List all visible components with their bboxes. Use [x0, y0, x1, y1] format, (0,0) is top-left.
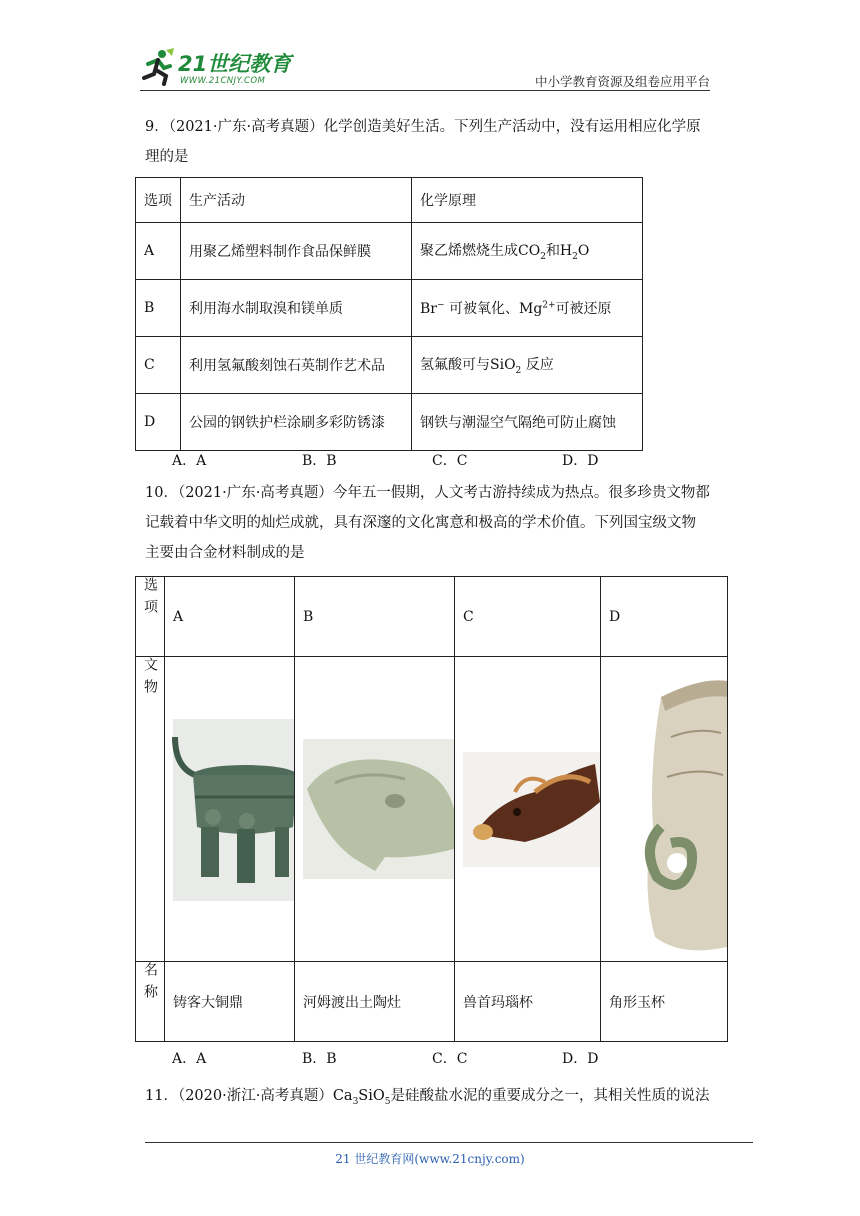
option-cell: B [136, 280, 181, 337]
site-logo [140, 46, 310, 90]
artifact-image-row [136, 657, 728, 962]
option-d[interactable]: D．D [562, 453, 599, 469]
artifact-name-b: 河姆渡出土陶灶 [295, 962, 455, 1042]
question-10-line-3: 主要由合金材料制成的是 [145, 545, 305, 561]
question-10-stem [145, 478, 717, 568]
question-9-line-1: 9．（2021·广东·高考真题）化学创造美好生活。下列生产活动中，没有运用相应化学原 [145, 119, 701, 135]
column-header-c: C [455, 577, 601, 657]
table-row [136, 337, 643, 394]
question-11-stem: 11．（2020·浙江·高考真题）$Ca_3SiO_5$是硅酸盐水泥的重要成分之一，其相关性质的说法 [145, 1088, 710, 1107]
column-header-d: D [601, 577, 728, 657]
question-9-table [135, 177, 643, 451]
header-cell-activity: 生产活动 [181, 178, 412, 223]
option-cell: D [136, 394, 181, 451]
question-9-stem [145, 112, 717, 172]
option-cell: C [136, 337, 181, 394]
activity-cell: 公园的钢铁护栏涂刷多彩防锈漆 [181, 394, 412, 451]
table-row [136, 223, 643, 280]
artifact-cell-c [455, 657, 601, 962]
footer-text[interactable]: 21 世纪教育网(www.21cnjy.com) [335, 1152, 525, 1166]
column-header-a: A [165, 577, 295, 657]
option-c[interactable]: C．C [432, 453, 468, 469]
option-a[interactable]: A．A [172, 1051, 207, 1067]
row-label-name: 名称 [136, 962, 165, 1042]
table-row [136, 394, 643, 451]
artifact-name-d: 角形玉杯 [601, 962, 728, 1042]
bronze-ding-image [165, 717, 294, 901]
activity-cell: 用聚乙烯塑料制作食品保鲜膜 [181, 223, 412, 280]
header-divider [140, 90, 710, 91]
pottery-stove-image [295, 739, 454, 879]
artifact-cell-b [295, 657, 455, 962]
artifact-name-row [136, 962, 728, 1042]
question-10-line-2: 记载着中华文明的灿烂成就，具有深邃的文化寓意和极高的学术价值。下列国宝级文物 [145, 515, 696, 531]
principle-cell: 氢氟酸可与SiO$_2$ 反应 [412, 337, 643, 394]
option-a[interactable]: A．A [172, 453, 207, 469]
artifact-cell-a [165, 657, 295, 962]
question-9-options [172, 450, 692, 470]
logo-url-text: WWW.21CNJY.COM [180, 76, 266, 86]
principle-cell: Br− 可被氧化、$Mg^{2+}$可被还原 [412, 280, 643, 337]
artifact-name-c: 兽首玛瑙杯 [455, 962, 601, 1042]
column-header-b: B [295, 577, 455, 657]
header-cell-principle: 化学原理 [412, 178, 643, 223]
footer-divider [145, 1142, 753, 1143]
option-d[interactable]: D．D [562, 1051, 599, 1067]
question-10-options [172, 1048, 692, 1068]
row-label-artifact: 文物 [136, 657, 165, 962]
activity-cell: 利用氢氟酸刻蚀石英制作艺术品 [181, 337, 412, 394]
activity-cell: 利用海水制取溴和镁单质 [181, 280, 412, 337]
principle-cell: 聚乙烯燃烧生成$CO_2$和$H_2O$ [412, 223, 643, 280]
question-10-line-1: 10．（2021·广东·高考真题）今年五一假期，人文考古游持续成为热点。很多珍贵文物都 [145, 485, 710, 501]
option-cell: A [136, 223, 181, 280]
option-b[interactable]: B．B [302, 1051, 337, 1067]
row-label-option: 选项 [136, 577, 165, 657]
header-cell-option: 选项 [136, 178, 181, 223]
question-9-line-2: 理的是 [145, 149, 189, 165]
runner-logo-icon [140, 48, 176, 86]
artifact-cell-d [601, 657, 728, 962]
logo-brand-text: 21世纪教育 [178, 52, 292, 76]
table-header-row [136, 577, 728, 657]
header-tagline: 中小学教育资源及组卷应用平台 [534, 74, 710, 89]
jade-horn-cup-image [601, 657, 727, 961]
artifact-name-a: 铸客大铜鼎 [165, 962, 295, 1042]
agate-cup-image [455, 752, 600, 867]
table-row [136, 280, 643, 337]
option-b[interactable]: B．B [302, 453, 337, 469]
option-c[interactable]: C．C [432, 1051, 468, 1067]
principle-cell: 钢铁与潮湿空气隔绝可防止腐蚀 [412, 394, 643, 451]
table-header-row [136, 178, 643, 223]
question-10-table [135, 576, 728, 1042]
